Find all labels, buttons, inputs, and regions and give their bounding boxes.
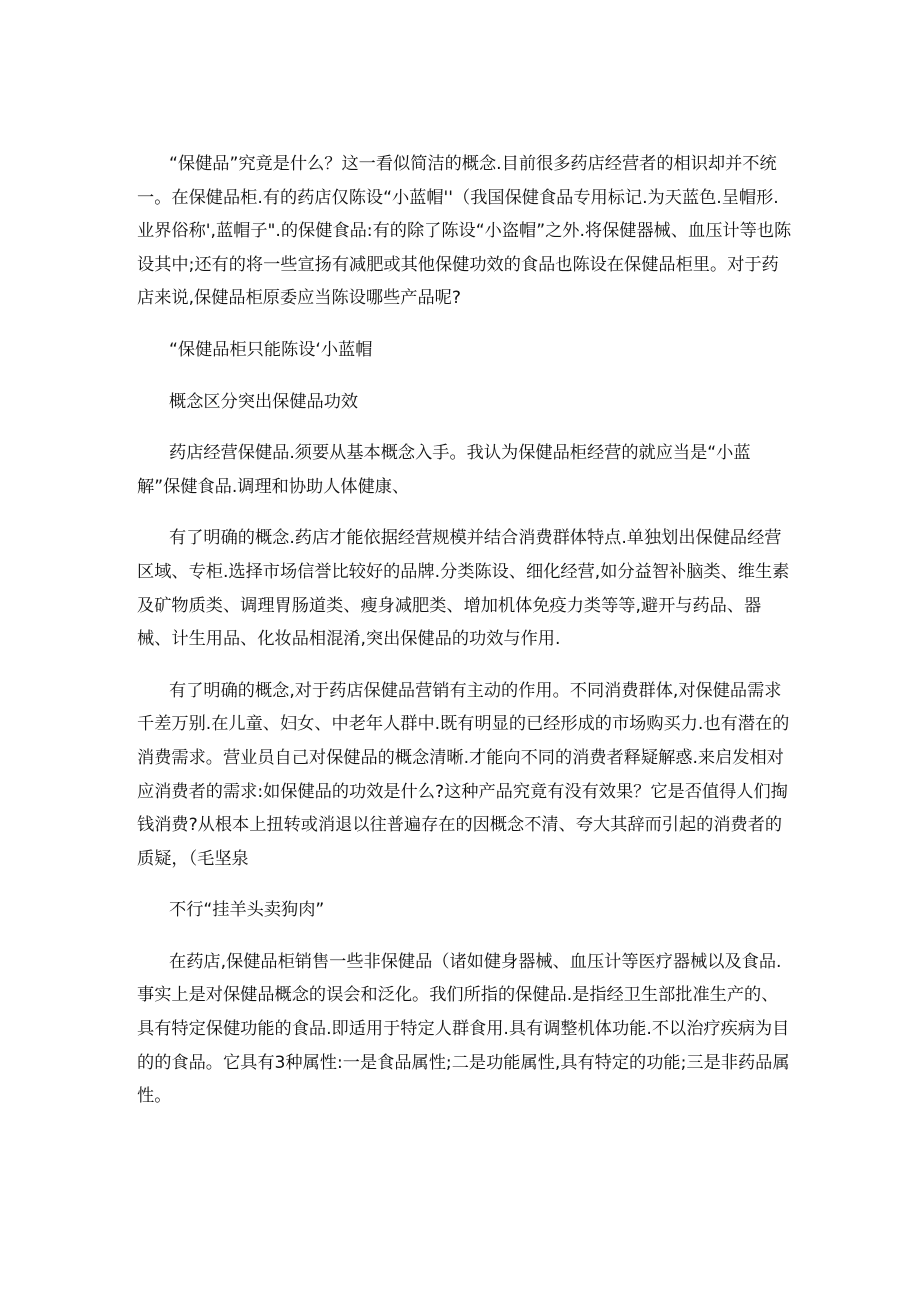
body-paragraph: 有了明确的概念,对于药店保健品营销有主动的作用。不同消费群体,对保健品需求千差万别.在儿童、妇女、中老年人群中.既有明显的已经形成的市场购买力.也有潜在的消费需求。营业员自己对保健品的概念清晰.才能向不同的消费者释疑解惑.来启发相对应消费者的需求:如保健品的功效是什么?这种产品究竟有没有效果？它是否值得人们掏钱消费?从根本上扭转或消退以往普遍存在的因概念不清、夸大其辞而引起的消费者的质疑，（毛坚泉 [137, 680, 790, 869]
document-body [137, 148, 793, 1132]
body-paragraph: 在药店,保健品柜销售一些非保健品（诸如健身器械、血压计等医疗器械以及食品.事实上是对保健品概念的误会和泛化。我们所指的保健品.是指经卫生部批准生产的、具有特定保健功能的食品.即适用于特定人群食用.具有调整机体功能.不以治疗疾病为目的的食品。它具有3种属性:一是食品属性;二是功能属性,具有特定的功能;三是非药品属性。 [137, 951, 790, 1107]
body-paragraph: 药店经营保健品.须要从基本概念入手。我认为保健品柜经营的就应当是“小蓝解”保健食品.调理和协助人体健康、 [137, 443, 751, 497]
section-heading-no-mislabel: 不行“挂羊头卖狗肉” [169, 900, 325, 921]
body-paragraph: 有了明确的概念.药店才能依据经营规模并结合消费群体特点.单独划出保健品经营区域、专柜.选择市场信誉比较好的品牌.分类陈设、细化经营,如分益智补脑类、维生素及矿物质类、调理胃肠道类、瘦身减肥类、增加机体免疫力类等等,避开与药品、器械、计生用品、化妆品相混淆,突出保健品的功效与作用. [137, 528, 790, 650]
intro-paragraph: “保健品”究竟是什么？这一看似简洁的概念.目前很多药店经营者的相识却并不统一。在保健品柜.有的药店仅陈设“小蓝帽''（我国保健食品专用标记.为天蓝色.呈帽形.业界俗称',蓝帽子".的保健食品:有的除了陈设“小盗帽”之外.将保健器械、血压计等也陈设其中;还有的将一些宣扬有减肥或其他保健功效的食品也陈设在保健品柜里。对于药店来说,保健品柜原委应当陈设哪些产品呢? [137, 154, 792, 309]
section-heading-blue-hat: “保健品柜只能陈设‘小蓝帽 [169, 339, 373, 360]
section-subheading-concept: 概念区分突出保健品功效 [169, 391, 359, 412]
